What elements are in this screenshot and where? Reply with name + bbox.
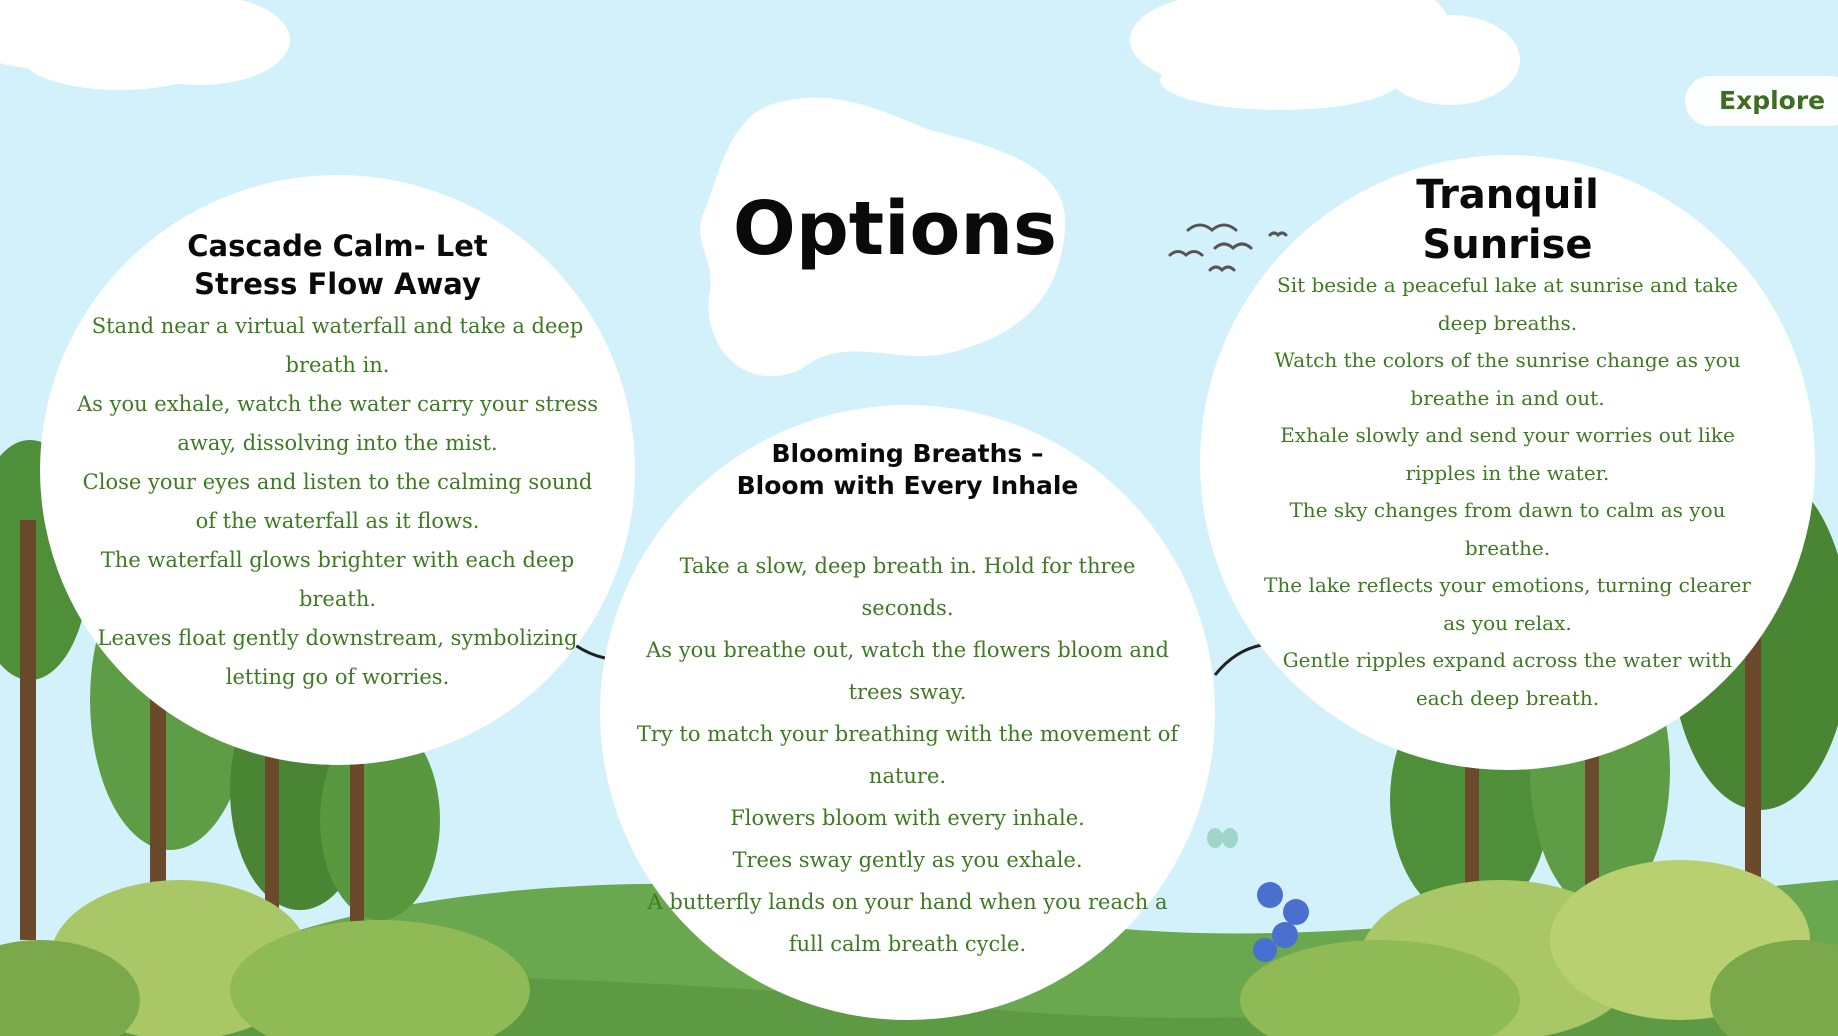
card-cascade-calm[interactable] — [40, 175, 635, 765]
card-line: The waterfall glows brighter with each deep breath. — [100, 548, 575, 611]
page-title: Options — [732, 186, 1058, 272]
card-body — [632, 545, 1183, 965]
birds — [1170, 225, 1286, 270]
card-line: As you breathe out, watch the flowers bloom and trees sway. — [646, 638, 1169, 704]
card-title-line: Bloom with Every Inhale — [736, 471, 1079, 500]
card-blooming-breaths[interactable] — [600, 405, 1215, 1020]
explore-button[interactable]: Explore — [1685, 76, 1838, 126]
cloud-top-left — [0, 0, 290, 90]
card-line: Sit beside a peaceful lake at sunrise and take deep breaths. — [1277, 273, 1738, 335]
card-line: Try to match your breathing with the movement of nature. — [636, 722, 1179, 788]
card-line: Stand near a virtual waterfall and take a deep breath in. — [91, 314, 584, 377]
card-title-line: Cascade Calm- Let — [187, 229, 488, 263]
butterfly-icon — [1207, 828, 1238, 848]
card-line: A butterfly lands on your hand when you reach a full calm breath cycle. — [647, 890, 1168, 956]
card-line: Flowers bloom with every inhale. — [730, 806, 1085, 830]
cloud-top-right — [1130, 0, 1520, 110]
card-line: Close your eyes and listen to the calming sound of the waterfall as it flows. — [82, 470, 593, 533]
card-line: Watch the colors of the sunrise change as you breathe in and out. — [1274, 348, 1741, 410]
card-line: The sky changes from dawn to calm as you breathe. — [1289, 498, 1726, 560]
card-line: Trees sway gently as you exhale. — [732, 848, 1083, 872]
card-title-line: Blooming Breaths – — [771, 439, 1044, 468]
card-body — [1260, 267, 1755, 717]
card-title-line: Tranquil — [1416, 172, 1599, 218]
card-line: Gentle ripples expand across the water with each deep breath. — [1282, 648, 1733, 710]
card-line: Take a slow, deep breath in. Hold for three seconds. — [679, 554, 1136, 620]
card-line: The lake reflects your emotions, turning clearer as you relax. — [1264, 573, 1751, 635]
card-title — [150, 227, 525, 303]
card-line: Exhale slowly and send your worries out like ripples in the water. — [1280, 423, 1735, 485]
card-title — [700, 438, 1115, 502]
card-title-line: Sunrise — [1422, 222, 1593, 268]
card-title — [1350, 170, 1665, 270]
card-title-line: Stress Flow Away — [194, 267, 481, 301]
connector-right — [1215, 645, 1262, 675]
card-body — [75, 307, 600, 697]
card-line: Leaves float gently downstream, symbolizing letting go of worries. — [97, 626, 578, 689]
card-tranquil-sunrise[interactable] — [1200, 155, 1815, 770]
card-line: As you exhale, watch the water carry your stress away, dissolving into the mist. — [76, 392, 599, 455]
